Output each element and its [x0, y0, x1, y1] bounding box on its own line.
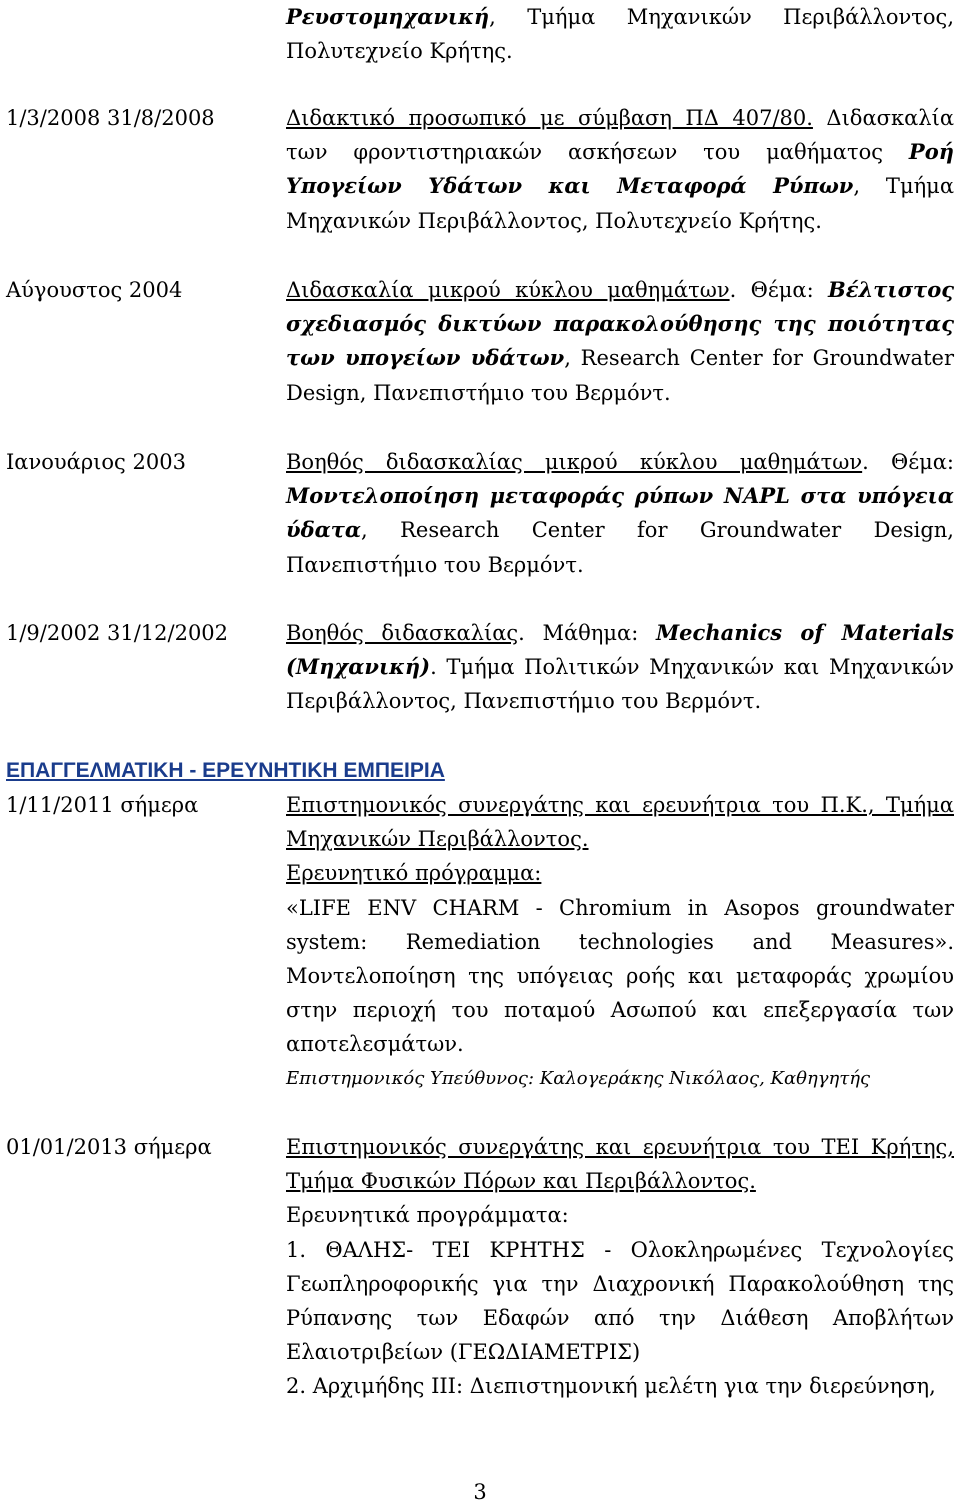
- entry-role: Βοηθός διδασκαλίας: [286, 621, 519, 645]
- entry-text: . Θέμα:: [862, 450, 954, 474]
- course-title: Mechanics of Materials (Μηχανική): [286, 620, 954, 680]
- program-label: Ερευνητικό πρόγραμμα:: [286, 861, 542, 886]
- entry-description: [286, 101, 954, 238]
- program-item: 1. ΘΑΛΗΣ- ΤΕΙ ΚΡΗΤΗΣ - Ολοκληρωμένες Τεχνολογίες Γεωπληροφορικής για την Διαχρονική Παρακολούθηση της Ρύπανσης των Εδαφών από την Διάθεση Αποβλήτων Ελαιοτριβείων (ΓΕΩΔΙΑΜΕΤΡΙΣ): [286, 1237, 954, 1365]
- entry-date: Αύγουστος 2004: [6, 278, 183, 302]
- topic-title: Μοντελοποίηση μεταφοράς ρύπων NAPL στα υπόγεια ύδατα: [286, 483, 954, 543]
- entry-text: , Τμήμα Μηχανικών Περιβάλλοντος, Πολυτεχνείο Κρήτης.: [286, 5, 954, 64]
- program-description: «LIFE ENV CHARM - Chromium in Asopos groundwater system: Remediation technologies and Measures». Μοντελοποίηση της υπόγειας ροής και μεταφοράς χρωμίου στην περιοχή του ποταμού Ασωπού και επεξεργασία των αποτελεσμάτων.: [286, 895, 954, 1057]
- program-item: 2. Αρχιμήδης ΙΙΙ: Διεπιστημονική μελέτη για την διερεύνηση,: [286, 1374, 936, 1399]
- entry-text: . Τμήμα Πολιτικών Μηχανικών και Μηχανικών Περιβάλλοντος, Πανεπιστήμιο του Βερμόντ.: [286, 655, 954, 714]
- entry-text: Διδασκαλία των φροντιστηριακών ασκήσεων του μαθήματος: [286, 106, 954, 165]
- topic-title: Βέλτιστος σχεδιασμός δικτύων παρακολούθησης της ποιότητας των υπογείων υδάτων: [286, 277, 954, 371]
- entry-date: 01/01/2013 σήμερα: [6, 1135, 212, 1159]
- entry-description: [286, 616, 954, 719]
- entry-date: Ιανουάριος 2003: [6, 450, 186, 474]
- entry-role: Επιστημονικός συνεργάτης και ερευνήτρια του ΤΕΙ Κρήτης, Τμήμα Φυσικών Πόρων και Περιβάλλοντος.: [286, 1135, 954, 1194]
- entry-role: Βοηθός διδασκαλίας μικρού κύκλου μαθημάτων: [286, 450, 863, 474]
- page-number: 3: [473, 1480, 487, 1504]
- entry-text: . Μάθημα:: [518, 621, 656, 645]
- entry-role: Διδασκαλία μικρού κύκλου μαθημάτων: [286, 278, 730, 302]
- entry-description: [286, 445, 954, 582]
- supervisor: Επιστημονικός Υπεύθυνος: Καλογεράκης Νικόλαος, Καθηγητής: [286, 1067, 871, 1089]
- entry-date: 1/9/2002 31/12/2002: [6, 621, 229, 645]
- entry-role: Διδακτικό προσωπικό με σύμβαση ΠΔ 407/80.: [286, 106, 813, 130]
- entry-text: . Θέμα:: [729, 278, 829, 302]
- entry-role: Επιστημονικός συνεργάτης και ερευνήτρια του Π.Κ., Τμήμα Μηχανικών Περιβάλλοντος.: [286, 793, 954, 852]
- entry-description: [286, 273, 954, 410]
- section-heading: ΕΠΑΓΓΕΛΜΑΤΙΚΗ - ΕΡΕΥΝΗΤΙΚΗ ΕΜΠΕΙΡΙΑ: [6, 759, 445, 782]
- entry-date: 1/3/2008 31/8/2008: [6, 106, 215, 130]
- entry-description: [286, 0, 954, 68]
- entry-description: [286, 1130, 954, 1404]
- entry-text: , Research Center for Groundwater Design, Πανεπιστήμιο του Βερμόντ.: [286, 346, 954, 405]
- course-title: Ροή Υπογείων Υδάτων και Μεταφορά Ρύπων: [286, 139, 954, 199]
- entry-text: , Τμήμα Μηχανικών Περιβάλλοντος, Πολυτεχνείο Κρήτης.: [286, 174, 954, 233]
- entry-text: , Research Center for Groundwater Design, Πανεπιστήμιο του Βερμόντ.: [286, 518, 954, 577]
- program-label: Ερευνητικά προγράμματα:: [286, 1203, 569, 1228]
- entry-description: [286, 788, 954, 1096]
- course-title: Ρευστομηχανική: [286, 4, 490, 29]
- entry-date: 1/11/2011 σήμερα: [6, 793, 199, 817]
